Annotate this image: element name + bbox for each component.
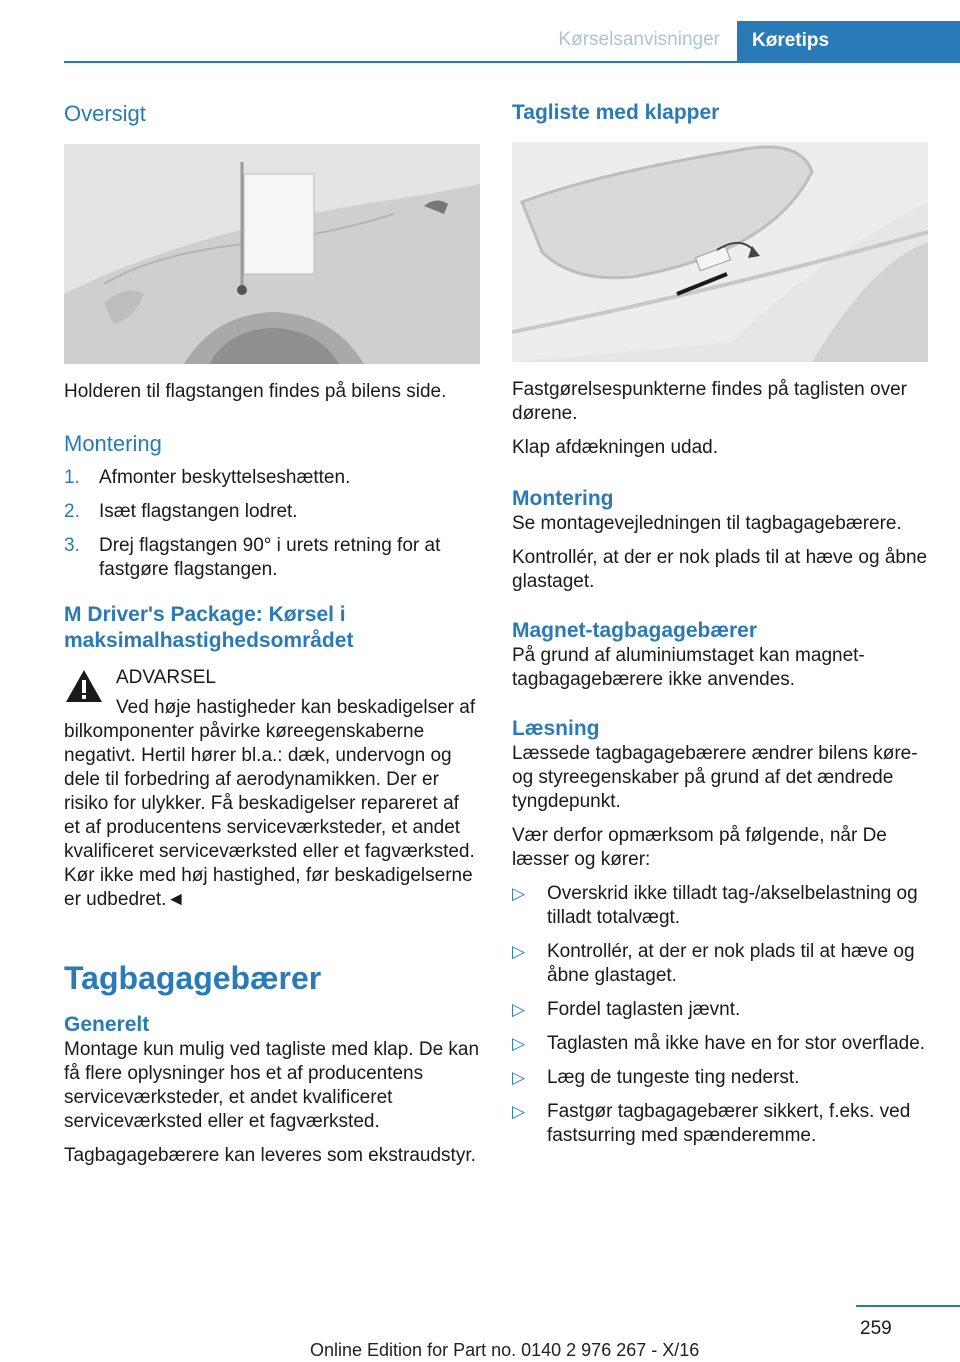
header-section-title: Kørselsanvisninger bbox=[558, 29, 720, 50]
right-column bbox=[512, 100, 928, 1158]
page-number: 259 bbox=[860, 1318, 892, 1339]
mount-paragraph-2: Kontrollér, at der er nok plads til at hæve og åbne glastaget. bbox=[512, 547, 928, 592]
general-heading: Generelt bbox=[64, 1013, 150, 1036]
list-item: 3. Drej flagstangen 90° i urets retning for at fastgøre flagstangen. bbox=[64, 535, 441, 580]
overview-heading: Oversigt bbox=[64, 101, 146, 126]
mount-heading: Montering bbox=[512, 487, 614, 510]
loading-paragraph-2: Vær derfor opmærksom på følgende, når De læsser og kører: bbox=[512, 825, 887, 870]
rail-paragraph-2: Klap afdækningen udad. bbox=[512, 437, 718, 458]
magnet-heading: Magnet-tagbagagebærer bbox=[512, 619, 758, 642]
mount-paragraph-1: Se montagevejledningen til tagbagagebærere. bbox=[512, 513, 902, 534]
list-item: ▷ Taglasten må ikke have en for stor overflade. bbox=[512, 1033, 926, 1054]
list-item: ▷ Kontrollér, at der er nok plads til at hæve og åbne glastaget. bbox=[512, 941, 915, 986]
roof-rail-illustration bbox=[512, 142, 928, 362]
general-paragraph-2: Tagbagagebærere kan leveres som ekstraudstyr. bbox=[64, 1145, 476, 1166]
list-item: ▷ Fastgør tagbagagebærer sikkert, f.eks. ved fastsurring med spænderemme. bbox=[512, 1101, 911, 1146]
overview-caption: Holderen til flagstangen findes på bilens side. bbox=[64, 381, 447, 402]
loading-list bbox=[512, 882, 928, 1148]
rail-paragraph-1: Fastgørelsespunkterne findes på taglisten over dørene. bbox=[512, 379, 907, 424]
list-item: ▷ Fordel taglasten jævnt. bbox=[512, 999, 741, 1020]
triangle-bullet-icon: ▷ bbox=[512, 942, 526, 961]
list-item: ▷ Overskrid ikke tilladt tag-/akselbelastning og tilladt totalvægt. bbox=[512, 883, 918, 928]
flag-holder-illustration bbox=[64, 144, 480, 364]
triangle-bullet-icon: ▷ bbox=[512, 1000, 526, 1019]
warning-label: ADVARSEL bbox=[116, 667, 216, 688]
triangle-bullet-icon: ▷ bbox=[512, 1068, 526, 1087]
mdp-heading: M Driver's Package: Kørsel i maksimalhastighedsområdet bbox=[64, 603, 354, 652]
rail-heading: Tagliste med klapper bbox=[512, 101, 720, 124]
mounting-heading: Montering bbox=[64, 431, 162, 456]
general-paragraph-1: Montage kun mulig ved tagliste med klap. De kan få flere oplysninger hos et af producentens serviceværksteder, et andet kvalificeret serviceværksted eller et fagværksted. bbox=[64, 1039, 480, 1132]
left-column bbox=[64, 100, 480, 1168]
triangle-bullet-icon: ▷ bbox=[512, 1102, 526, 1121]
warning-triangle-icon bbox=[64, 668, 104, 704]
warning-text: Ved høje hastigheder kan beskadigelser af bilkomponenter påvirke køreegenskaberne negativt. Hertil hører bl.a.: dæk, undervogn og dele til forbedring af aerodynamikken. Der er risiko for ulykker. Få beskadigelser repareret af et af producentens serviceværksteder, et andet kvalificeret serviceværksted eller et fagværksted. Kør ikke med høj hastighed, før beskadigelserne er udbedret.◄ bbox=[64, 697, 476, 910]
roof-rack-heading: Tagbagagebærer bbox=[64, 960, 322, 996]
header-rule bbox=[64, 61, 960, 63]
list-item: ▷ Læg de tungeste ting nederst. bbox=[512, 1067, 800, 1088]
triangle-bullet-icon: ▷ bbox=[512, 1034, 526, 1053]
list-item: 2. Isæt flagstangen lodret. bbox=[64, 501, 298, 522]
header-chapter-tab: Køretips bbox=[737, 21, 960, 63]
loading-paragraph-1: Læssede tagbagagebærere ændrer bilens køre- og styreegenskaber på grund af det ændrede tyngdepunkt. bbox=[512, 743, 918, 812]
magnet-paragraph: På grund af aluminiumstaget kan magnet-tagbagagebærere ikke anvendes. bbox=[512, 645, 865, 690]
list-item: 1. Afmonter beskyttelseshætten. bbox=[64, 467, 351, 488]
loading-heading: Læsning bbox=[512, 717, 600, 740]
footer-rule bbox=[856, 1305, 960, 1307]
edition-note: Online Edition for Part no. 0140 2 976 267 - X/16 bbox=[310, 1340, 700, 1360]
triangle-bullet-icon: ▷ bbox=[512, 884, 526, 903]
mounting-steps bbox=[64, 466, 480, 582]
warning-block bbox=[64, 666, 480, 912]
